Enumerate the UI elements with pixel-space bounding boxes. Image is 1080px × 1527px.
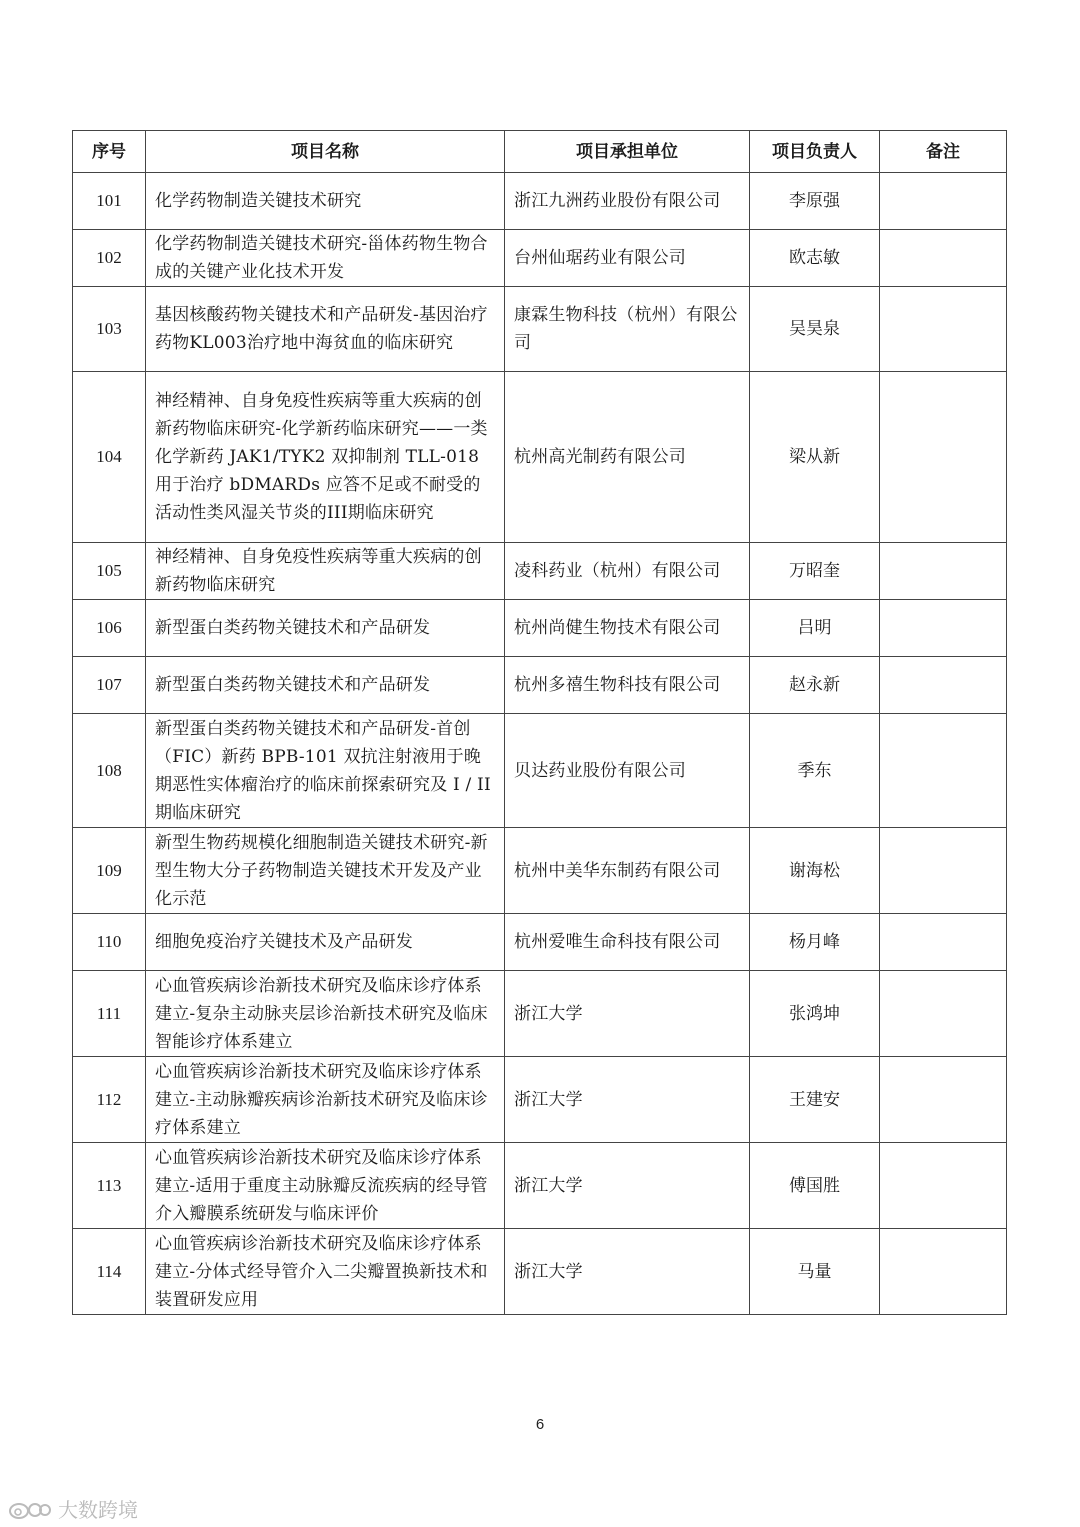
project-organization: 康霖生物科技（杭州）有限公司	[505, 287, 750, 372]
watermark-text: 大数跨境	[58, 1498, 138, 1522]
project-note	[880, 230, 1007, 287]
row-number: 114	[73, 1229, 146, 1315]
row-number: 101	[73, 173, 146, 230]
table-row	[73, 971, 1007, 1057]
project-note	[880, 971, 1007, 1057]
project-leader: 季东	[750, 714, 880, 828]
table-row	[73, 372, 1007, 543]
project-name: 化学药物制造关键技术研究	[146, 173, 505, 230]
table-row	[73, 173, 1007, 230]
table-row	[73, 714, 1007, 828]
project-leader: 谢海松	[750, 828, 880, 914]
project-name: 细胞免疫治疗关键技术及产品研发	[146, 914, 505, 971]
watermark	[8, 1494, 138, 1523]
project-leader: 王建安	[750, 1057, 880, 1143]
project-note	[880, 287, 1007, 372]
table-header-row	[73, 131, 1007, 173]
row-number: 102	[73, 230, 146, 287]
table-row	[73, 1229, 1007, 1315]
project-name: 心血管疾病诊治新技术研究及临床诊疗体系建立-复杂主动脉夹层诊治新技术研究及临床智能诊疗体系建立	[146, 971, 505, 1057]
row-number: 111	[73, 971, 146, 1057]
project-name: 新型蛋白类药物关键技术和产品研发	[146, 600, 505, 657]
project-leader: 杨月峰	[750, 914, 880, 971]
table-row	[73, 657, 1007, 714]
table-body	[73, 173, 1007, 1315]
project-leader: 吴昊泉	[750, 287, 880, 372]
table-row	[73, 1143, 1007, 1229]
project-note	[880, 714, 1007, 828]
header-note: 备注	[880, 131, 1007, 173]
project-organization: 浙江大学	[505, 971, 750, 1057]
weibo-logo-icon	[8, 1498, 52, 1520]
project-name: 心血管疾病诊治新技术研究及临床诊疗体系建立-适用于重度主动脉瓣反流疾病的经导管介入瓣膜系统研发与临床评价	[146, 1143, 505, 1229]
project-table	[72, 130, 1007, 1315]
project-name: 新型生物药规模化细胞制造关键技术研究-新型生物大分子药物制造关键技术开发及产业化示范	[146, 828, 505, 914]
table-row	[73, 543, 1007, 600]
project-note	[880, 914, 1007, 971]
project-organization: 贝达药业股份有限公司	[505, 714, 750, 828]
project-leader: 张鸿坤	[750, 971, 880, 1057]
header-org: 项目承担单位	[505, 131, 750, 173]
table-row	[73, 1057, 1007, 1143]
header-lead: 项目负责人	[750, 131, 880, 173]
project-organization: 浙江九洲药业股份有限公司	[505, 173, 750, 230]
project-organization: 浙江大学	[505, 1143, 750, 1229]
project-note	[880, 600, 1007, 657]
row-number: 107	[73, 657, 146, 714]
project-organization: 浙江大学	[505, 1229, 750, 1315]
header-no: 序号	[73, 131, 146, 173]
project-note	[880, 657, 1007, 714]
project-note	[880, 173, 1007, 230]
project-organization: 台州仙琚药业有限公司	[505, 230, 750, 287]
project-leader: 马量	[750, 1229, 880, 1315]
project-leader: 李原强	[750, 173, 880, 230]
table-row	[73, 600, 1007, 657]
project-name: 化学药物制造关键技术研究-甾体药物生物合成的关键产业化技术开发	[146, 230, 505, 287]
row-number: 109	[73, 828, 146, 914]
project-name: 神经精神、自身免疫性疾病等重大疾病的创新药物临床研究	[146, 543, 505, 600]
table-row	[73, 287, 1007, 372]
table-row	[73, 914, 1007, 971]
project-organization: 浙江大学	[505, 1057, 750, 1143]
project-note	[880, 372, 1007, 543]
project-organization: 杭州高光制药有限公司	[505, 372, 750, 543]
project-name: 神经精神、自身免疫性疾病等重大疾病的创新药物临床研究-化学新药临床研究——一类化学新药 JAK1/TYK2 双抑制剂 TLL-018 用于治疗 bDMARDs 应答不足或不耐受的活动性类风湿关节炎的III期临床研究	[146, 372, 505, 543]
row-number: 104	[73, 372, 146, 543]
project-name: 新型蛋白类药物关键技术和产品研发-首创（FIC）新药 BPB-101 双抗注射液用于晚期恶性实体瘤治疗的临床前探索研究及 I / II 期临床研究	[146, 714, 505, 828]
project-leader: 欧志敏	[750, 230, 880, 287]
project-leader: 梁从新	[750, 372, 880, 543]
project-organization: 杭州中美华东制药有限公司	[505, 828, 750, 914]
project-organization: 杭州尚健生物技术有限公司	[505, 600, 750, 657]
project-name: 心血管疾病诊治新技术研究及临床诊疗体系建立-主动脉瓣疾病诊治新技术研究及临床诊疗体系建立	[146, 1057, 505, 1143]
project-note	[880, 543, 1007, 600]
project-note	[880, 1229, 1007, 1315]
project-name: 心血管疾病诊治新技术研究及临床诊疗体系建立-分体式经导管介入二尖瓣置换新技术和装置研发应用	[146, 1229, 505, 1315]
project-leader: 吕明	[750, 600, 880, 657]
project-note	[880, 828, 1007, 914]
project-organization: 凌科药业（杭州）有限公司	[505, 543, 750, 600]
project-organization: 杭州爱唯生命科技有限公司	[505, 914, 750, 971]
project-note	[880, 1057, 1007, 1143]
project-leader: 赵永新	[750, 657, 880, 714]
table-row	[73, 230, 1007, 287]
row-number: 110	[73, 914, 146, 971]
project-name: 基因核酸药物关键技术和产品研发-基因治疗药物KL003治疗地中海贫血的临床研究	[146, 287, 505, 372]
project-leader: 傅国胜	[750, 1143, 880, 1229]
project-leader: 万昭奎	[750, 543, 880, 600]
row-number: 103	[73, 287, 146, 372]
row-number: 113	[73, 1143, 146, 1229]
table-row	[73, 828, 1007, 914]
header-name: 项目名称	[146, 131, 505, 173]
page-number: 6	[535, 1416, 545, 1433]
row-number: 106	[73, 600, 146, 657]
project-organization: 杭州多禧生物科技有限公司	[505, 657, 750, 714]
project-note	[880, 1143, 1007, 1229]
row-number: 108	[73, 714, 146, 828]
row-number: 112	[73, 1057, 146, 1143]
project-name: 新型蛋白类药物关键技术和产品研发	[146, 657, 505, 714]
row-number: 105	[73, 543, 146, 600]
